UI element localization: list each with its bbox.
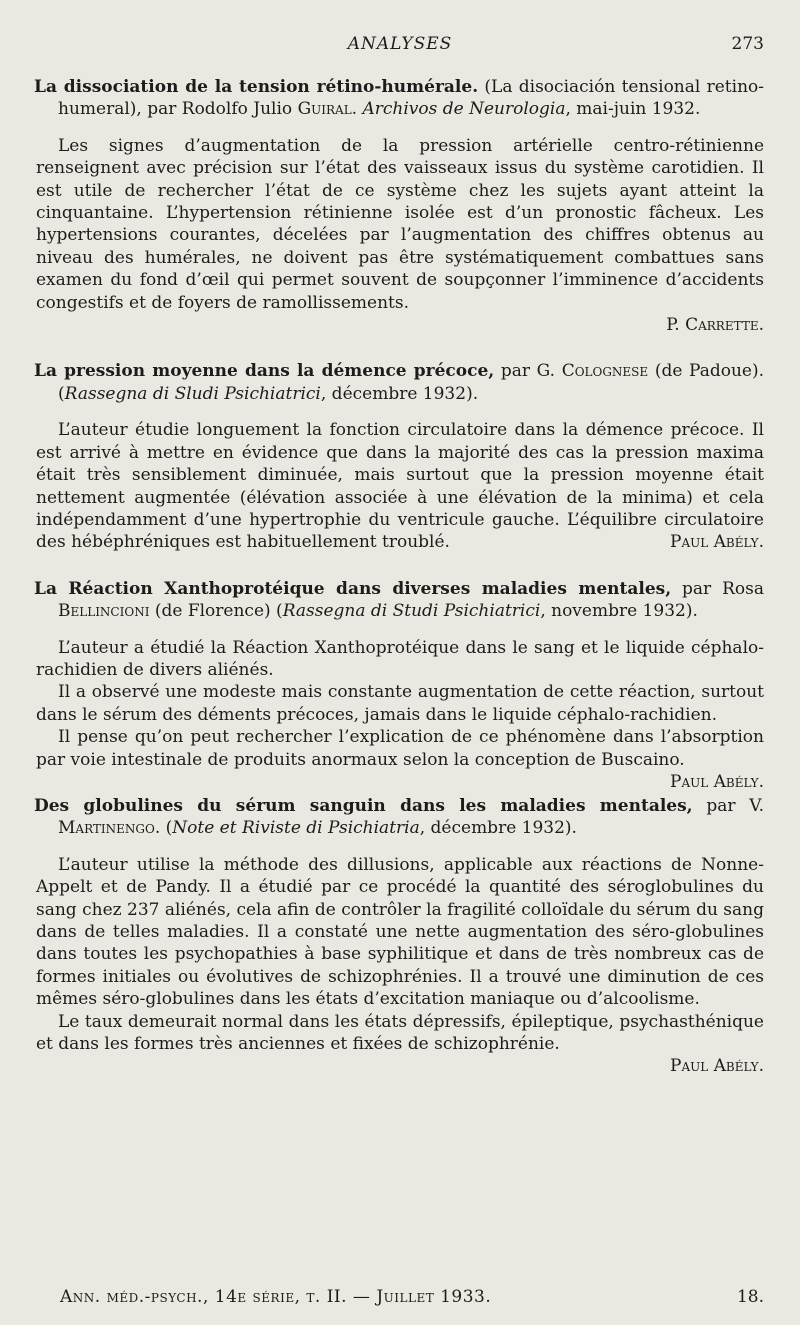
article-subtitle: par G.	[494, 361, 562, 382]
paragraph: L’auteur étudie longuement la fonction circulatoire dans la démence précoce. Il est arrivé à mettre en évidence que dans la majorité des cas la pression maxima était très sensiblement diminuée, mais surtout que la pression moyenne était nettement augmentée (élévation associée à une élévation de la minima) et cela indépendamment d’une hypertrophie du ventricule gauche. L’équilibre circulatoire des hébéphréniques est habituellement troublé. Paul Abély.	[36, 420, 764, 553]
article-title: La Réaction Xanthoprotéique dans diverses maladies mentales,	[34, 578, 672, 599]
article-heading: La dissociation de la tension rétino-humérale. (La disociación tensional retino-humeral), par Rodolfo Julio Guiral. Archivos de Neurologia, mai-juin 1932.	[34, 77, 764, 120]
article-author: Colognese	[561, 361, 649, 382]
article-journal: Archivos de Neurologia	[362, 99, 566, 120]
signature: P. Carrette.	[666, 315, 764, 336]
paragraph: Il a observé une modeste mais constante augmentation de cette réaction, surtout dans le sérum des déments précoces, jamais dans le liquide céphalo-rachidien.	[36, 682, 764, 725]
footer-signature-number: 18.	[736, 1287, 764, 1307]
article-date: , novembre 1932).	[540, 601, 698, 622]
article-author: Bellincioni	[58, 601, 150, 622]
article-subtitle: par V.	[692, 795, 764, 816]
paragraph: Le taux demeurait normal dans les états dépressifs, épileptique, psychasthénique et dans les formes très anciennes et fixées de schizophrénie.	[36, 1011, 764, 1055]
page-footer	[60, 1287, 764, 1307]
article-date: , décembre 1932).	[320, 383, 479, 404]
article-journal: Rassegna di Sludi Psichiatrici	[64, 383, 321, 404]
article-author: Guiral	[297, 99, 352, 120]
article-body	[36, 76, 764, 1078]
footer-citation: Ann. méd.-psych., 14e série, t. II. — Juillet 1933.	[60, 1287, 492, 1307]
paragraph: Il pense qu’on peut rechercher l’explication de ce phénomène dans l’absorption par voie intestinale de produits anormaux selon la conception de Buscaino. Paul Abély.	[36, 727, 764, 792]
article-heading: La Réaction Xanthoprotéique dans diverses maladies mentales, par Rosa Bellincioni (de Florence) (Rassegna di Studi Psichiatrici, novembre 1932).	[34, 578, 764, 622]
article-journal: Rassegna di Studi Psichiatrici	[282, 601, 541, 622]
paragraph: L’auteur utilise la méthode des dillusions, applicable aux réactions de Nonne-Appelt et de Pandy. Il a étudié par ce procédé la quantité des séroglobulines du sang chez 237 aliénés, cela afin de contrôler la fragilité colloïdale du sérum du sang dans de telles maladies. Il a constaté une nette augmentation des séro-globulines dans toutes les psychopathies à base syphilitique et dans de très nombreux cas de formes initiales ou évolutives de schizophrénies. Il a trouvé une diminution de ces mêmes séro-globulines dans les états d’excitation maniaque ou d’alcoolisme.	[36, 854, 764, 1010]
paragraph: Les signes d’augmentation de la pression artérielle centro-rétinienne renseignent avec précision sur l’état des vaisseaux issus du système carotidien. Il est utile de rechercher l’état de ce système chez les sujets ayant atteint la cinquantaine. L’hypertension rétinienne isolée est d’un pronostic fâcheux. Les hypertensions courantes, décelées par l’augmentation des chiffres obtenus au niveau des humérales, ne doivent pas être systématiquement combattues sans examen du fond d’œil qui permet souvent de soupçonner l’imminence d’accidents congestifs et de foyers de ramollissements.	[36, 135, 764, 313]
article-title: Des globulines du sérum sanguin dans les maladies mentales,	[34, 795, 693, 816]
article-subtitle: (La disociación tensional retino-humeral), par Rodolfo Julio	[58, 77, 764, 120]
running-header: ANALYSES	[347, 34, 453, 54]
signature: Paul Abély.	[670, 1056, 764, 1077]
article-subtitle: par Rosa	[671, 578, 764, 599]
article-author: Martinengo	[58, 818, 155, 839]
article-title: La dissociation de la tension rétino-humérale.	[34, 77, 479, 97]
page-number: 273	[731, 34, 764, 54]
signature: Paul Abély.	[670, 532, 764, 553]
article-heading: La pression moyenne dans la démence précoce, par G. Colognese (de Padoue). (Rassegna di Sludi Psichiatrici, décembre 1932).	[34, 361, 765, 404]
article-date: , mai-juin 1932.	[565, 99, 701, 120]
article-date: , décembre 1932).	[419, 818, 577, 839]
article-title: La pression moyenne dans la démence précoce,	[34, 361, 495, 382]
article-heading: Des globulines du sérum sanguin dans les maladies mentales, par V. Martinengo. (Note et Riviste di Psichiatria, décembre 1932).	[34, 795, 764, 839]
paragraph: L’auteur a étudié la Réaction Xanthoprotéique dans le sang et le liquide céphalo-rachidien de divers aliénés.	[36, 637, 764, 680]
article-journal: Note et Riviste di Psichiatria	[172, 818, 420, 839]
signature: Paul Abély.	[670, 771, 764, 792]
